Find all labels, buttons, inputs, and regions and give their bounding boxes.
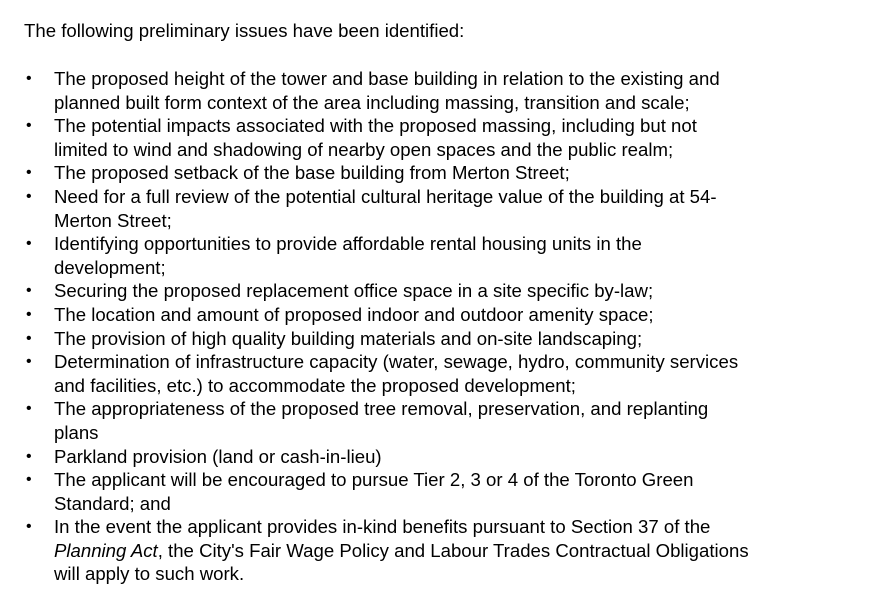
list-item-line: Securing the proposed replacement office space in a site specific by-law; (54, 280, 654, 302)
list-item-line: will apply to such work. (54, 563, 245, 585)
list-item-text (54, 114, 824, 161)
bullet-icon: • (26, 329, 32, 347)
list-item-text (54, 67, 824, 114)
bullet-icon: • (26, 400, 32, 418)
list-item-line-rest: , the City's Fair Wage Policy and Labour Trades Contractual Obligations (157, 539, 749, 561)
list-item-line: The location and amount of proposed indoor and outdoor amenity space; (54, 303, 654, 325)
list-item-line: The provision of high quality building materials and on-site landscaping; (54, 327, 643, 349)
list-item-line: Need for a full review of the potential cultural heritage value of the building at 54- (54, 185, 717, 207)
bullet-icon: • (26, 117, 32, 135)
list-item (24, 114, 824, 161)
list-item-line (54, 539, 824, 563)
list-item (24, 468, 824, 515)
list-item (24, 327, 824, 351)
list-item-line: The potential impacts associated with the proposed massing, including but not (54, 115, 697, 137)
list-item-line: Standard; and (54, 492, 171, 514)
list-item (24, 185, 824, 232)
bullet-icon: • (26, 353, 32, 371)
list-item-text (54, 232, 824, 279)
list-item (24, 279, 824, 303)
bullet-icon: • (26, 282, 32, 300)
list-item (24, 515, 824, 586)
list-item-line: and facilities, etc.) to accommodate the proposed development; (54, 374, 576, 396)
list-item-line: The proposed setback of the base building from Merton Street; (54, 162, 570, 184)
list-item-text (54, 185, 824, 232)
list-item-line: The appropriateness of the proposed tree removal, preservation, and replanting (54, 398, 709, 420)
planning-act-reference: Planning Act (54, 539, 158, 561)
bullet-icon: • (26, 187, 32, 205)
list-item-text (54, 327, 824, 351)
list-item-line: Identifying opportunities to provide affordable rental housing units in the (54, 233, 642, 255)
list-item-text (54, 445, 824, 469)
list-item (24, 445, 824, 469)
list-item-text (54, 397, 824, 444)
list-item-text (54, 515, 824, 586)
list-item-text (54, 161, 824, 185)
list-item (24, 161, 824, 185)
bullet-icon: • (26, 164, 32, 182)
bullet-icon: • (26, 447, 32, 465)
list-item-text (54, 303, 824, 327)
list-item (24, 303, 824, 327)
bullet-icon: • (26, 471, 32, 489)
bullet-icon: • (26, 235, 32, 253)
issues-list (24, 67, 824, 586)
list-item-text (54, 279, 824, 303)
list-item-line: The proposed height of the tower and base building in relation to the existing and (54, 68, 720, 89)
list-item-line: limited to wind and shadowing of nearby open spaces and the public realm; (54, 138, 674, 160)
bullet-icon: • (26, 518, 32, 536)
list-item (24, 397, 824, 444)
list-item (24, 67, 824, 114)
bullet-icon: • (26, 70, 32, 87)
list-item-line: The applicant will be encouraged to pursue Tier 2, 3 or 4 of the Toronto Green (54, 469, 694, 491)
list-item-line: In the event the applicant provides in-kind benefits pursuant to Section 37 of the (54, 516, 711, 538)
list-item-line: development; (54, 256, 166, 278)
intro-text: The following preliminary issues have been identified: (24, 20, 465, 41)
bullet-icon: • (26, 305, 32, 323)
list-item-text (54, 350, 824, 397)
list-item-line: plans (54, 421, 99, 443)
list-item-line: planned built form context of the area including massing, transition and scale; (54, 91, 690, 113)
list-item-text (54, 468, 824, 515)
list-item-line: Merton Street; (54, 209, 172, 231)
list-item-line: Determination of infrastructure capacity (water, sewage, hydro, community services (54, 351, 739, 373)
list-item (24, 232, 824, 279)
list-item (24, 350, 824, 397)
list-item-line: Parkland provision (land or cash-in-lieu) (54, 445, 382, 467)
